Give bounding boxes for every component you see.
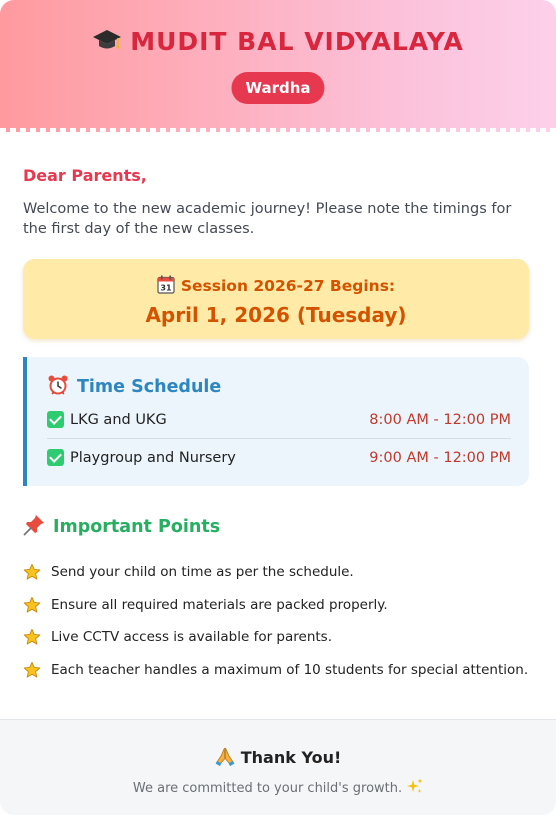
check-mark-icon xyxy=(47,411,64,428)
schedule-title: Time Schedule xyxy=(77,377,222,397)
commitment-text: We are committed to your child's growth. xyxy=(132,781,403,796)
folded-hands-icon xyxy=(215,746,235,770)
calendar-icon xyxy=(157,275,175,298)
points-list xyxy=(23,556,529,686)
point-text: Ensure all required materials are packed properly. xyxy=(51,596,388,613)
letter-body xyxy=(0,166,556,686)
schedule-group: LKG and UKG xyxy=(70,411,167,428)
svg-text:31: 31 xyxy=(160,283,172,293)
location-badge: Wardha xyxy=(231,72,324,104)
schedule-row xyxy=(47,438,511,476)
thanks-line xyxy=(0,746,556,770)
check-mark-icon xyxy=(47,449,64,466)
point-text: Live CCTV access is available for parents. xyxy=(51,629,332,646)
header-banner xyxy=(0,0,556,132)
session-label: Session 2026-27 Begins: xyxy=(180,277,396,295)
schedule-time: 8:00 AM - 12:00 PM xyxy=(369,411,511,428)
list-item xyxy=(23,654,529,687)
list-item xyxy=(23,589,529,622)
commitment-line xyxy=(0,778,556,798)
thanks-text: Thank You! xyxy=(240,748,342,767)
star-icon xyxy=(23,563,41,581)
sparkles-icon xyxy=(407,778,423,798)
intro-paragraph: Welcome to the new academic journey! Please note the timings for the first day of the new classes. xyxy=(23,201,512,237)
point-text: Each teacher handles a maximum of 10 students for special attention. xyxy=(51,661,529,678)
schedule-heading xyxy=(47,374,511,401)
points-title: Important Points xyxy=(53,517,221,537)
session-date: April 1, 2026 (Tuesday) xyxy=(145,303,407,327)
alarm-clock-icon xyxy=(47,374,69,401)
schedule-group: Playgroup and Nursery xyxy=(70,449,236,466)
schedule-row xyxy=(47,401,511,438)
school-name: MUDIT BAL VIDYALAYA xyxy=(130,27,464,56)
footer xyxy=(0,719,556,815)
points-heading xyxy=(23,514,529,541)
session-box xyxy=(23,259,529,339)
star-icon xyxy=(23,596,41,614)
list-item xyxy=(23,621,529,654)
greeting: Dear Parents, xyxy=(23,166,147,185)
list-item xyxy=(23,556,529,589)
pushpin-icon xyxy=(23,514,45,541)
star-icon xyxy=(23,661,41,679)
school-title xyxy=(0,27,556,56)
point-text: Send your child on time as per the schedule. xyxy=(51,564,354,581)
session-label-line xyxy=(23,259,529,298)
schedule-time: 9:00 AM - 12:00 PM xyxy=(369,449,511,466)
star-icon xyxy=(23,628,41,646)
graduation-cap-icon xyxy=(92,28,122,56)
schedule-box xyxy=(23,357,529,486)
